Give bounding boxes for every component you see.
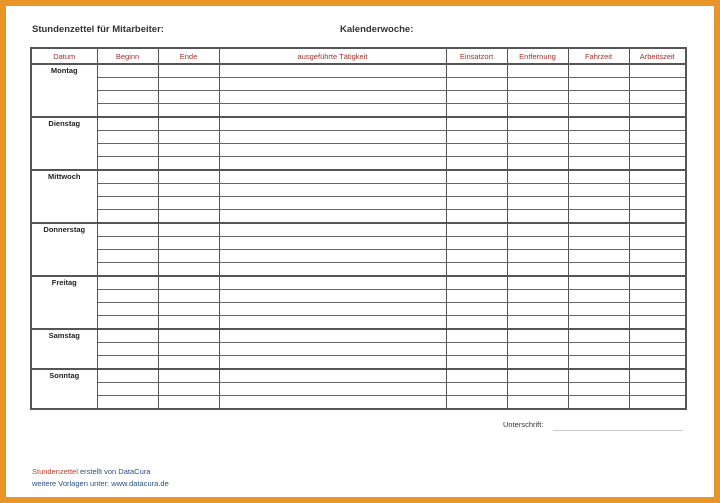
table-row (31, 117, 686, 131)
entry-cell[interactable] (158, 356, 219, 370)
entry-cell[interactable] (629, 316, 686, 330)
table-row (31, 237, 686, 250)
day-label: Montag (31, 64, 97, 117)
entry-cell[interactable] (158, 343, 219, 356)
entry-cell[interactable] (629, 184, 686, 197)
entry-cell[interactable] (629, 170, 686, 184)
entry-cell[interactable] (158, 237, 219, 250)
entry-cell[interactable] (97, 184, 158, 197)
table-row (31, 184, 686, 197)
entry-cell[interactable] (97, 396, 158, 410)
col-header-datum: Datum (31, 48, 97, 64)
day-label: Donnerstag (31, 223, 97, 276)
entry-cell[interactable] (446, 170, 507, 184)
entry-cell[interactable] (158, 303, 219, 316)
entry-cell[interactable] (158, 104, 219, 118)
entry-cell[interactable] (507, 396, 568, 410)
entry-cell[interactable] (568, 383, 629, 396)
entry-cell[interactable] (97, 343, 158, 356)
entry-cell[interactable] (219, 276, 446, 290)
entry-cell[interactable] (568, 144, 629, 157)
table-row (31, 316, 686, 330)
entry-cell[interactable] (219, 356, 446, 370)
day-label: Mittwoch (31, 170, 97, 223)
entry-cell[interactable] (97, 104, 158, 118)
entry-cell[interactable] (219, 250, 446, 263)
entry-cell[interactable] (507, 64, 568, 78)
entry-cell[interactable] (446, 263, 507, 277)
entry-cell[interactable] (568, 223, 629, 237)
table-row (31, 91, 686, 104)
entry-cell[interactable] (568, 237, 629, 250)
entry-cell[interactable] (446, 64, 507, 78)
col-header-ende: Ende (158, 48, 219, 64)
entry-cell[interactable] (446, 329, 507, 343)
entry-cell[interactable] (507, 303, 568, 316)
entry-cell[interactable] (629, 104, 686, 118)
timesheet-body (31, 64, 686, 409)
entry-cell[interactable] (507, 329, 568, 343)
entry-cell[interactable] (568, 290, 629, 303)
entry-cell[interactable] (158, 250, 219, 263)
entry-cell[interactable] (507, 144, 568, 157)
entry-cell[interactable] (446, 144, 507, 157)
entry-cell[interactable] (97, 117, 158, 131)
entry-cell[interactable] (507, 170, 568, 184)
signature-label: Unterschrift: (503, 420, 544, 429)
entry-cell[interactable] (219, 197, 446, 210)
entry-cell[interactable] (158, 91, 219, 104)
entry-cell[interactable] (507, 91, 568, 104)
table-row (31, 170, 686, 184)
entry-cell[interactable] (219, 117, 446, 131)
entry-cell[interactable] (158, 329, 219, 343)
entry-cell[interactable] (446, 250, 507, 263)
table-row (31, 290, 686, 303)
entry-cell[interactable] (158, 263, 219, 277)
entry-cell[interactable] (568, 104, 629, 118)
entry-cell[interactable] (219, 343, 446, 356)
entry-cell[interactable] (446, 276, 507, 290)
entry-cell[interactable] (219, 210, 446, 224)
entry-cell[interactable] (158, 184, 219, 197)
entry-cell[interactable] (568, 329, 629, 343)
entry-cell[interactable] (158, 144, 219, 157)
table-row (31, 276, 686, 290)
entry-cell[interactable] (507, 237, 568, 250)
entry-cell[interactable] (507, 316, 568, 330)
table-row (31, 78, 686, 91)
entry-cell[interactable] (568, 369, 629, 383)
col-header-fahrzeit: Fahrzeit (568, 48, 629, 64)
table-row (31, 356, 686, 370)
col-header-einsatzort: Einsatzort (446, 48, 507, 64)
entry-cell[interactable] (568, 303, 629, 316)
entry-cell[interactable] (507, 250, 568, 263)
table-row (31, 329, 686, 343)
entry-cell[interactable] (446, 78, 507, 91)
entry-cell[interactable] (158, 290, 219, 303)
entry-cell[interactable] (446, 343, 507, 356)
entry-cell[interactable] (97, 383, 158, 396)
entry-cell[interactable] (629, 78, 686, 91)
entry-cell[interactable] (446, 184, 507, 197)
entry-cell[interactable] (507, 383, 568, 396)
entry-cell[interactable] (97, 303, 158, 316)
col-header-taetigkeit: ausgeführte Tätigkeit (219, 48, 446, 64)
table-row (31, 396, 686, 410)
entry-cell[interactable] (219, 131, 446, 144)
entry-cell[interactable] (446, 303, 507, 316)
entry-cell[interactable] (629, 91, 686, 104)
entry-cell[interactable] (97, 316, 158, 330)
entry-cell[interactable] (629, 329, 686, 343)
table-row (31, 104, 686, 118)
entry-cell[interactable] (97, 144, 158, 157)
entry-cell[interactable] (219, 263, 446, 277)
entry-cell[interactable] (97, 91, 158, 104)
day-label: Samstag (31, 329, 97, 369)
entry-cell[interactable] (219, 144, 446, 157)
entry-cell[interactable] (446, 369, 507, 383)
entry-cell[interactable] (158, 369, 219, 383)
entry-cell[interactable] (219, 223, 446, 237)
entry-cell[interactable] (568, 131, 629, 144)
entry-cell[interactable] (97, 210, 158, 224)
day-label: Dienstag (31, 117, 97, 170)
entry-cell[interactable] (507, 223, 568, 237)
entry-cell[interactable] (629, 157, 686, 171)
entry-cell[interactable] (629, 197, 686, 210)
entry-cell[interactable] (97, 237, 158, 250)
entry-cell[interactable] (219, 316, 446, 330)
entry-cell[interactable] (446, 396, 507, 410)
entry-cell[interactable] (446, 316, 507, 330)
entry-cell[interactable] (507, 197, 568, 210)
entry-cell[interactable] (568, 356, 629, 370)
entry-cell[interactable] (629, 223, 686, 237)
entry-cell[interactable] (568, 316, 629, 330)
entry-cell[interactable] (219, 91, 446, 104)
entry-cell[interactable] (158, 170, 219, 184)
timesheet-table (30, 47, 687, 410)
entry-cell[interactable] (629, 383, 686, 396)
entry-cell[interactable] (219, 396, 446, 410)
entry-cell[interactable] (158, 383, 219, 396)
entry-cell[interactable] (158, 131, 219, 144)
entry-cell[interactable] (97, 157, 158, 171)
entry-cell[interactable] (507, 131, 568, 144)
table-row (31, 157, 686, 171)
day-label: Freitag (31, 276, 97, 329)
entry-cell[interactable] (158, 64, 219, 78)
entry-cell[interactable] (97, 131, 158, 144)
entry-cell[interactable] (568, 157, 629, 171)
entry-cell[interactable] (629, 117, 686, 131)
entry-cell[interactable] (97, 263, 158, 277)
col-header-arbeitszeit: Arbeitszeit (629, 48, 686, 64)
entry-cell[interactable] (629, 369, 686, 383)
entry-cell[interactable] (97, 197, 158, 210)
table-row (31, 250, 686, 263)
entry-cell[interactable] (219, 303, 446, 316)
entry-cell[interactable] (219, 78, 446, 91)
entry-cell[interactable] (568, 396, 629, 410)
entry-cell[interactable] (219, 184, 446, 197)
entry-cell[interactable] (219, 170, 446, 184)
entry-cell[interactable] (446, 91, 507, 104)
footer-credit (32, 467, 150, 476)
entry-cell[interactable] (446, 237, 507, 250)
entry-cell[interactable] (568, 210, 629, 224)
day-label: Sonntag (31, 369, 97, 409)
entry-cell[interactable] (507, 157, 568, 171)
entry-cell[interactable] (97, 78, 158, 91)
table-row (31, 263, 686, 277)
entry-cell[interactable] (446, 157, 507, 171)
entry-cell[interactable] (507, 263, 568, 277)
entry-cell[interactable] (158, 78, 219, 91)
entry-cell[interactable] (507, 369, 568, 383)
calendar-week-label: Kalenderwoche: (340, 24, 414, 35)
table-row (31, 343, 686, 356)
entry-cell[interactable] (446, 290, 507, 303)
entry-cell[interactable] (507, 356, 568, 370)
entry-cell[interactable] (158, 396, 219, 410)
entry-cell[interactable] (97, 329, 158, 343)
entry-cell[interactable] (507, 104, 568, 118)
entry-cell[interactable] (568, 91, 629, 104)
entry-cell[interactable] (446, 104, 507, 118)
entry-cell[interactable] (97, 223, 158, 237)
entry-cell[interactable] (629, 396, 686, 410)
entry-cell[interactable] (446, 197, 507, 210)
entry-cell[interactable] (507, 290, 568, 303)
entry-cell[interactable] (219, 290, 446, 303)
entry-cell[interactable] (507, 210, 568, 224)
entry-cell[interactable] (568, 276, 629, 290)
footer-credit-prefix: Stundenzettel (32, 467, 78, 476)
employee-label: Stundenzettel für Mitarbeiter: (32, 24, 164, 35)
entry-cell[interactable] (629, 276, 686, 290)
table-row (31, 210, 686, 224)
entry-cell[interactable] (97, 290, 158, 303)
entry-cell[interactable] (446, 383, 507, 396)
col-header-beginn: Beginn (97, 48, 158, 64)
entry-cell[interactable] (97, 356, 158, 370)
entry-cell[interactable] (629, 237, 686, 250)
col-header-entfernung: Entfernung (507, 48, 568, 64)
entry-cell[interactable] (507, 343, 568, 356)
entry-cell[interactable] (446, 356, 507, 370)
entry-cell[interactable] (629, 356, 686, 370)
entry-cell[interactable] (507, 276, 568, 290)
table-row (31, 369, 686, 383)
table-row (31, 197, 686, 210)
footer-link[interactable]: weitere Vorlagen unter: www.datacura.de (32, 479, 169, 488)
entry-cell[interactable] (158, 197, 219, 210)
entry-cell[interactable] (629, 131, 686, 144)
entry-cell[interactable] (446, 117, 507, 131)
entry-cell[interactable] (219, 157, 446, 171)
entry-cell[interactable] (97, 276, 158, 290)
table-row (31, 303, 686, 316)
entry-cell[interactable] (97, 369, 158, 383)
entry-cell[interactable] (568, 250, 629, 263)
entry-cell[interactable] (568, 263, 629, 277)
entry-cell[interactable] (568, 184, 629, 197)
signature-line[interactable] (553, 430, 683, 431)
entry-cell[interactable] (158, 117, 219, 131)
entry-cell[interactable] (97, 250, 158, 263)
entry-cell[interactable] (568, 78, 629, 91)
table-row (31, 64, 686, 78)
entry-cell[interactable] (568, 197, 629, 210)
entry-cell[interactable] (568, 170, 629, 184)
entry-cell[interactable] (158, 157, 219, 171)
entry-cell[interactable] (568, 117, 629, 131)
entry-cell[interactable] (446, 131, 507, 144)
entry-cell[interactable] (97, 170, 158, 184)
entry-cell[interactable] (219, 64, 446, 78)
table-row (31, 131, 686, 144)
table-row (31, 144, 686, 157)
entry-cell[interactable] (507, 78, 568, 91)
entry-cell[interactable] (219, 369, 446, 383)
table-row (31, 383, 686, 396)
entry-cell[interactable] (158, 223, 219, 237)
entry-cell[interactable] (568, 64, 629, 78)
entry-cell[interactable] (219, 329, 446, 343)
entry-cell[interactable] (629, 263, 686, 277)
entry-cell[interactable] (446, 223, 507, 237)
entry-cell[interactable] (219, 383, 446, 396)
entry-cell[interactable] (629, 250, 686, 263)
entry-cell[interactable] (507, 117, 568, 131)
entry-cell[interactable] (629, 210, 686, 224)
entry-cell[interactable] (507, 184, 568, 197)
entry-cell[interactable] (219, 104, 446, 118)
table-row (31, 223, 686, 237)
entry-cell[interactable] (629, 144, 686, 157)
entry-cell[interactable] (446, 210, 507, 224)
entry-cell[interactable] (629, 64, 686, 78)
entry-cell[interactable] (219, 237, 446, 250)
entry-cell[interactable] (97, 64, 158, 78)
footer-credit-suffix: erstellt von DataCura (77, 467, 151, 476)
timesheet-page (6, 6, 714, 497)
entry-cell[interactable] (568, 343, 629, 356)
entry-cell[interactable] (629, 343, 686, 356)
entry-cell[interactable] (629, 290, 686, 303)
entry-cell[interactable] (158, 210, 219, 224)
entry-cell[interactable] (158, 276, 219, 290)
table-header-row (31, 48, 686, 64)
entry-cell[interactable] (629, 303, 686, 316)
entry-cell[interactable] (158, 316, 219, 330)
